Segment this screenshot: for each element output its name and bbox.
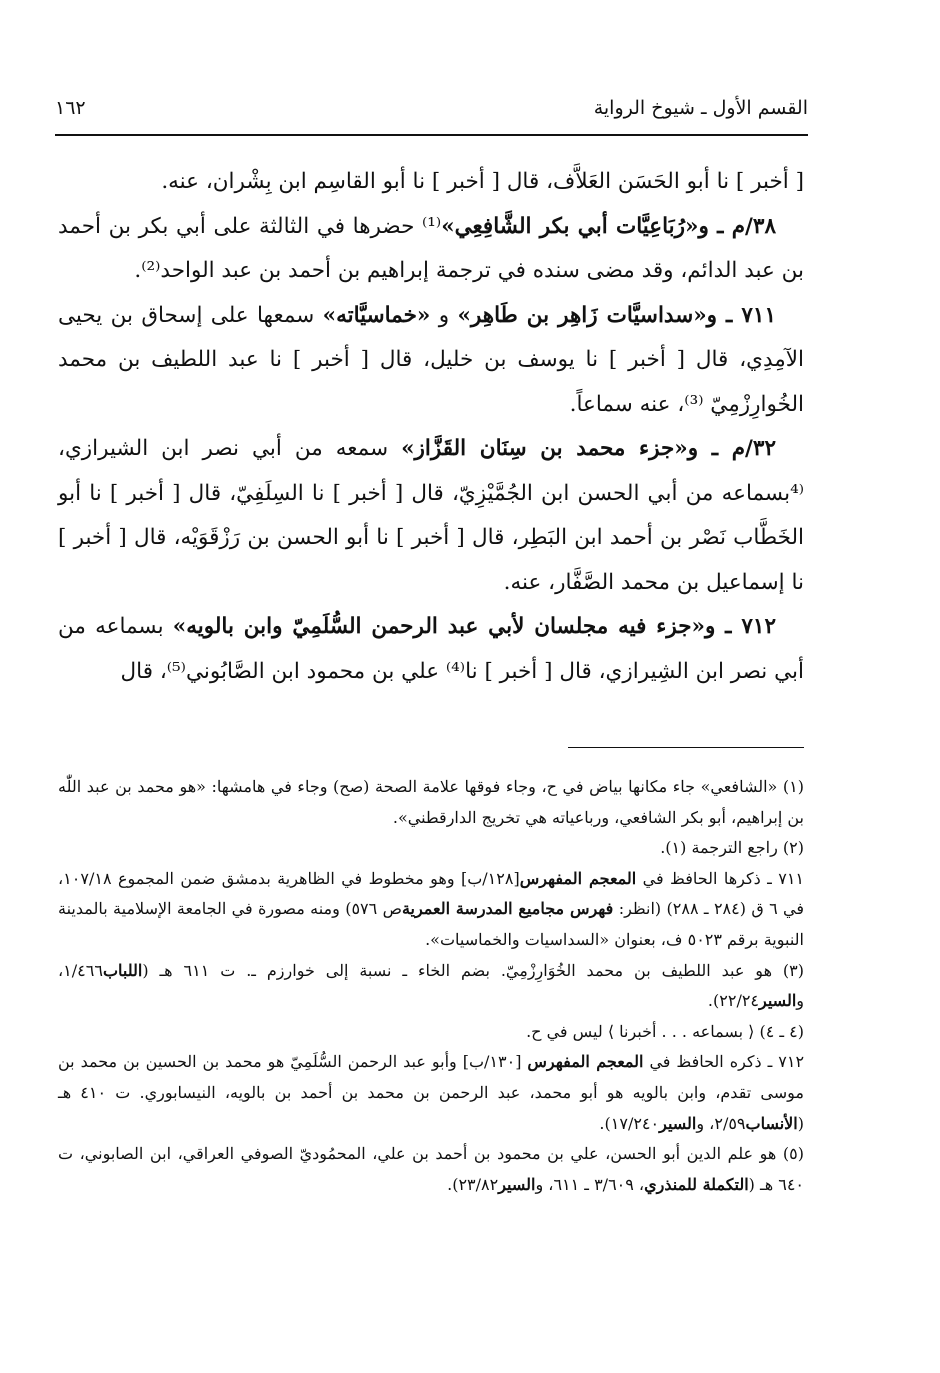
footnote-text: [١٣٠/ب] وأبو عبد الرحمن السُّلَمِيّ هو محمد بن الحسين بن محمد بن موسى تقدم، وابن بالويه هو أبو محمد، عبد الرحمن بن محمد بن أحمد بن بالويه، النيسابوري. ت ٤١٠ هـ ( bbox=[58, 1052, 804, 1133]
footnote-text: ٢/٥٩، و bbox=[696, 1113, 746, 1133]
entry-number: ٣٨/م ـ و bbox=[698, 213, 776, 239]
footnote: (٢) راجع الترجمة (١). bbox=[660, 838, 804, 858]
footnote bbox=[58, 1139, 804, 1200]
paragraph-entry bbox=[58, 605, 804, 694]
entry-title: «خماسيَّاته» bbox=[322, 302, 431, 328]
footnote-source: السير bbox=[759, 991, 797, 1011]
footnote: (٤ ـ ٤) ⟨ بسماعه . . . أخبرنا ⟩ ليس في ح. bbox=[526, 1021, 804, 1041]
entry-text: سمعه من أبي نصر ابن الشيرازي، ⁽⁴بسماعه من أبي الحسن ابن الجُمَّيْزِيّ، قال [ أخبر ] نا السِلَفِيّ، قال [ أخبر ] نا أبو الخَطَّاب نَصْر بن أحمد ابن البَطِر، قال [ أخبر ] نا أبو الحسن بن رَزْقَوَيْه، قال [ أخبر ] نا إسماعيل بن محمد الصَّفَّار، عنه. bbox=[58, 436, 804, 595]
footnote-text: ، ٣/٦٠٩ ـ ٦١١، و bbox=[535, 1174, 645, 1194]
entry-title: «سداسيَّات زَاهِر بن طَاهِر» bbox=[457, 302, 707, 328]
footnote-text: [١٢٨/ب] وهو مخطوط في الظاهرية بدمشق ضمن المجموع ١٠٧/١٨، في ٦ ق (٢٨٤ ـ ٢٨٨) (انظر: bbox=[58, 868, 805, 919]
footnote-text: (٣) هو عبد اللطيف بن محمد الخُوَارِزْمِيّ. بضم الخاء ـ نسبة إلى خوارزم ـ. ت ٦١١ هـ ( bbox=[142, 960, 804, 980]
footnote: (١) «الشافعي» جاء مكانها بياض في ح، وجاء فوقها علامة الصحة (صح) وجاء في هامشها: «هو محمد بن عبد اللّٰه بن إبراهيم، أبو بكر الشافعي، ورباعياته هي تخريج الدارقطني». bbox=[58, 777, 804, 827]
footnote-source: السير bbox=[498, 1174, 536, 1194]
entry-text: سمعها على إسحاق بن يحيى الآمِدِي، قال [ أخبر ] نا يوسف بن خليل، قال [ أخبر ] نا عبد اللطيف بن محمد الخُوارِزْمِيّ ⁽³⁾، عنه سماعاً. bbox=[58, 302, 804, 417]
footnote-text: ٧١١ ـ ذكرها الحافظ في bbox=[636, 868, 805, 888]
footnote bbox=[58, 956, 804, 1017]
entry-title: «جزء فيه مجلسان لأبي عبد الرحمن السُّلَمِيّ وابن بالويه» bbox=[172, 614, 705, 639]
page-number: ١٦٢ bbox=[55, 97, 86, 119]
footnote-text: (٥) هو علم الدين أبو الحسن، علي بن محمود بن أحمد بن علي، المحمُوديّ الصوفي العراقي، ابن الصابوني، ت ٦٤٠ هـ ( bbox=[58, 1144, 804, 1194]
section-title: القسم الأول ـ شيوخ الرواية bbox=[593, 97, 808, 119]
entry-number: ٣٢/م ـ و bbox=[687, 436, 777, 461]
footnote bbox=[58, 1047, 804, 1139]
footnote-text: ١٧/٢٤٠). bbox=[599, 1113, 660, 1133]
entry-title: «رُبَاعِيَّات أبي بكر الشَّافِعِي» bbox=[441, 213, 699, 239]
paragraph-entry bbox=[58, 294, 804, 428]
main-text bbox=[58, 160, 804, 694]
paragraph bbox=[58, 160, 804, 205]
footnote bbox=[58, 864, 804, 956]
paragraph-entry bbox=[58, 427, 804, 605]
footnote-source: السير bbox=[659, 1113, 697, 1133]
footnote-text: ٧١٢ ـ ذكره الحافظ في bbox=[643, 1052, 805, 1072]
entry-title: «جزء محمد بن سِنَان القَزَّاز» bbox=[401, 436, 688, 461]
entry-number: ٧١١ ـ و bbox=[706, 302, 776, 328]
footnote-source: اللباب bbox=[102, 960, 143, 980]
entry-text: بسماعه من أبي نصر ابن الشِيرازي، قال [ أخبر ] نا⁽⁴⁾ علي بن محمود ابن الصَّابُوني⁽⁵⁾، قال bbox=[58, 614, 804, 684]
footnote-text: ٢٣/٨٢). bbox=[447, 1174, 499, 1194]
footnote-source: التكملة للمنذري bbox=[644, 1174, 749, 1194]
paragraph-text: [ أخبر ] نا أبو الحَسَن العَلاَّف، قال [ أخبر ] نا أبو القاسِم ابن بِشْران، عنه. bbox=[161, 169, 804, 194]
running-header bbox=[55, 88, 808, 128]
footnote-source: الأنساب bbox=[745, 1113, 798, 1133]
footnote-source: فهرس مجاميع المدرسة العمرية bbox=[401, 899, 614, 919]
footnote-source: المعجم المفهرس bbox=[519, 868, 637, 888]
entry-text: ⁽¹⁾ حضرها في الثالثة على أبي بكر بن أحمد بن عبد الدائم، وقد مضى سنده في ترجمة إبراهيم بن أحمد بن عبد الواحد⁽²⁾. bbox=[58, 213, 804, 283]
footnote-source: المعجم المفهرس bbox=[527, 1052, 644, 1072]
footnote-text: ١/٤٦٦، و bbox=[58, 960, 804, 1011]
footnote-text: ٢٢/٢٤). bbox=[707, 991, 760, 1011]
header-rule bbox=[55, 134, 808, 136]
entry-number: ٧١٢ ـ و bbox=[704, 614, 776, 639]
footnote-text: ص ٥٧٦) ومنه مصورة في الجامعة الإسلامية بالمدينة النبوية برقم ٥٠٢٣ ف، بعنوان «السداسيات والخماسيات». bbox=[58, 899, 804, 949]
entry-conjunction: و bbox=[430, 302, 458, 328]
footnotes bbox=[58, 772, 804, 1200]
paragraph-entry bbox=[58, 205, 804, 294]
footnote-rule bbox=[568, 747, 804, 748]
